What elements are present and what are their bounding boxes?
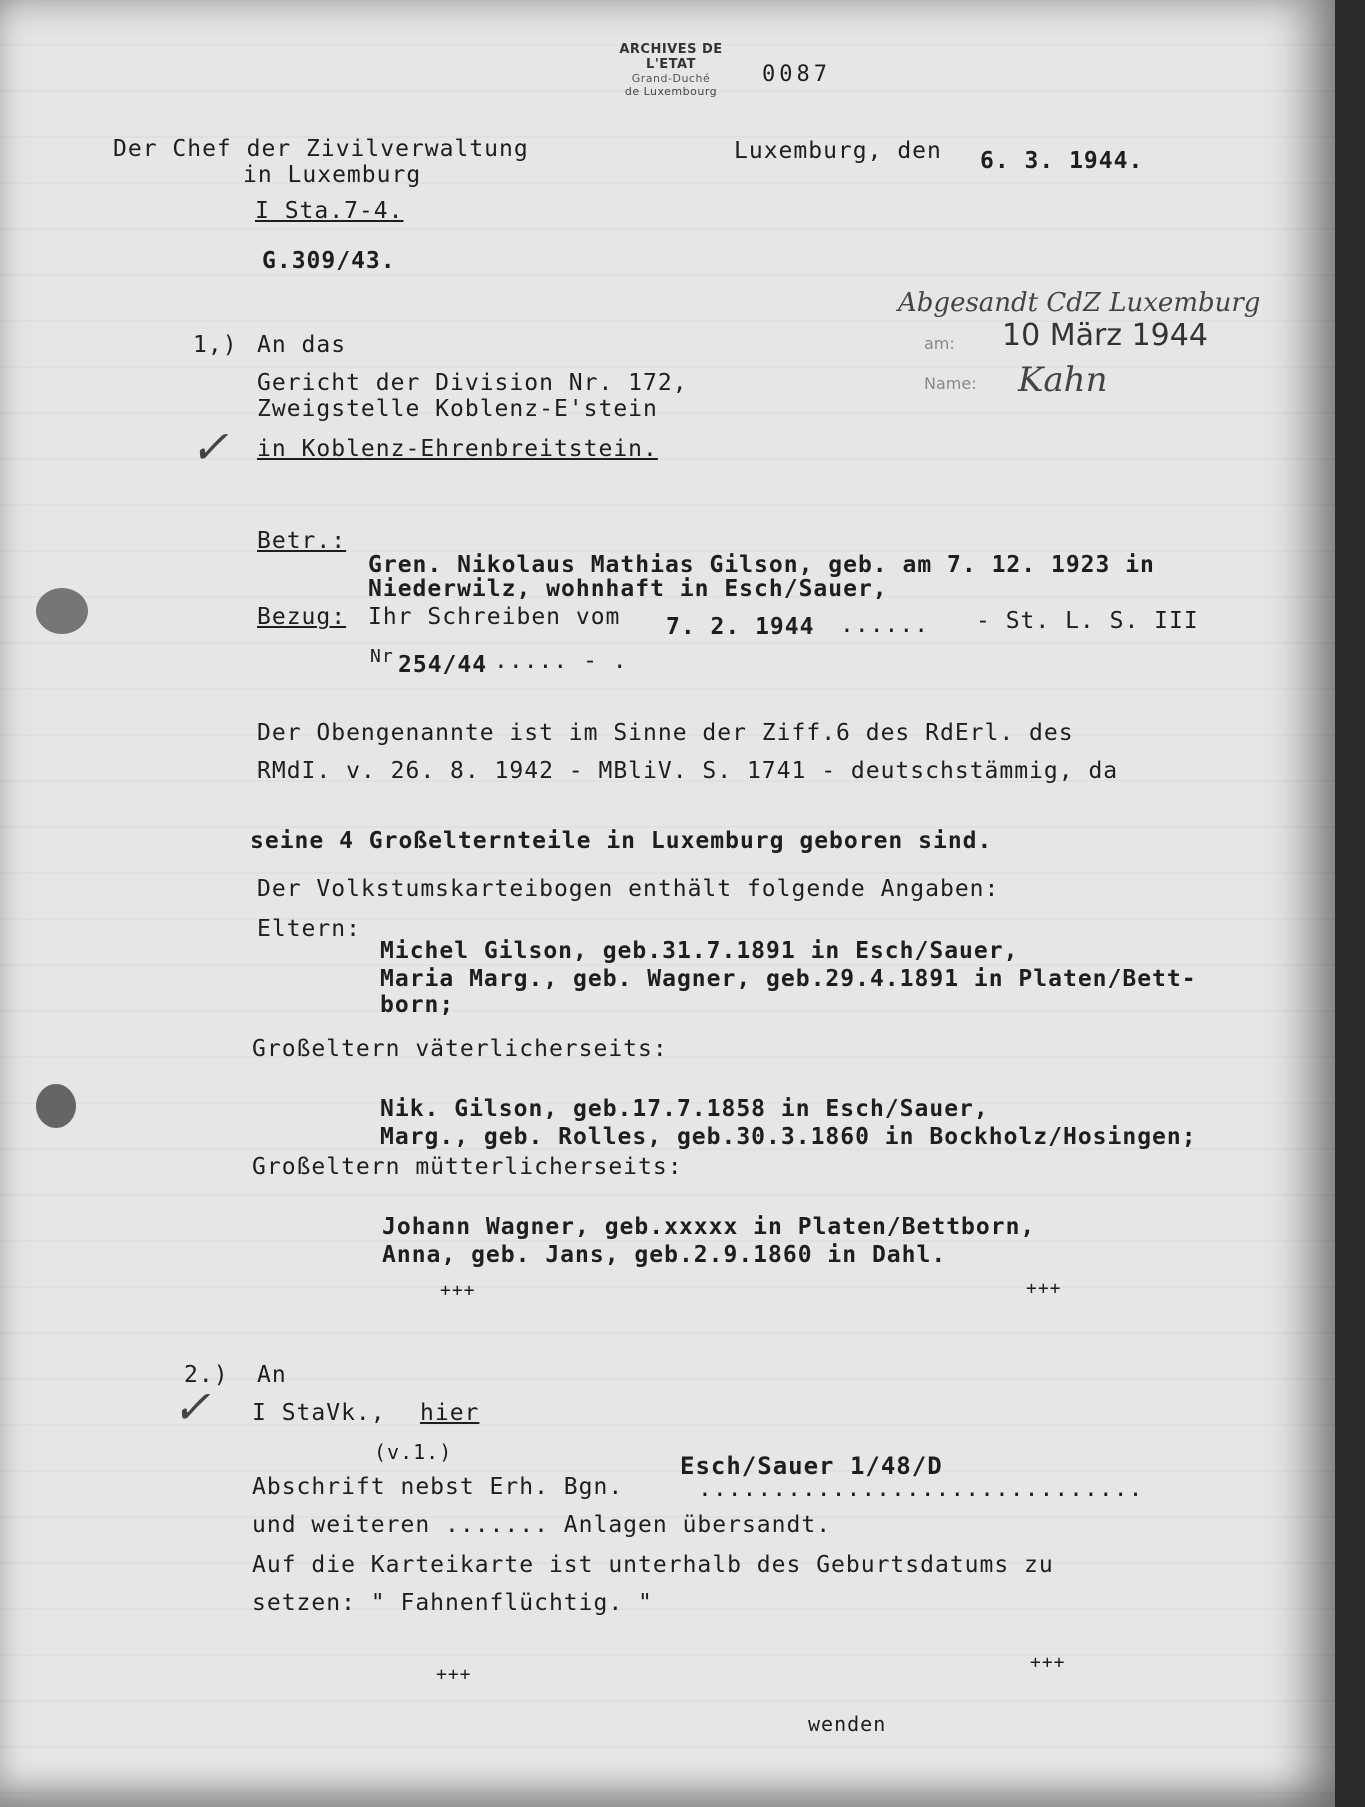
eltern-label: Eltern: <box>257 916 361 942</box>
grandparents-maternal-label: Großeltern mütterlicherseits: <box>252 1154 683 1180</box>
archive-stamp-line3: de Luxembourg <box>624 85 718 98</box>
grandparents-paternal-line2: Marg., geb. Rolles, geb.30.3.1860 in Bockholz/Hosingen; <box>380 1124 1197 1150</box>
grandparents-maternal-line1: Johann Wagner, geb.xxxxx in Platen/Bettborn, <box>382 1214 1036 1240</box>
wenden-note: wenden <box>808 1712 887 1736</box>
archive-number: 0087 <box>762 62 831 87</box>
eltern-line1: Michel Gilson, geb.31.7.1891 in Esch/Sauer, <box>380 938 1019 964</box>
kartei-line2: setzen: " Fahnenflüchtig. " <box>252 1590 653 1616</box>
para2: seine 4 Großelternteile in Luxemburg geboren sind. <box>250 828 993 854</box>
sent-stamp-am-label: am: <box>924 334 955 353</box>
sender-line1: Der Chef der Zivilverwaltung <box>113 136 529 162</box>
separator-right-2: +++ <box>1030 1652 1066 1673</box>
addressee-line1: An das <box>257 332 347 358</box>
para1-line2: RMdI. v. 26. 8. 1942 - MBliV. S. 1741 - deutschstämmig, da <box>257 758 1119 784</box>
separator-left-2: +++ <box>436 1664 472 1685</box>
abschrift-line: Abschrift nebst Erh. Bgn. <box>252 1474 624 1500</box>
letter-date: 6. 3. 1944. <box>980 148 1144 174</box>
item2-number: 2.) <box>184 1362 229 1388</box>
separator-left-1: +++ <box>440 1280 476 1301</box>
punch-hole-top <box>36 588 88 634</box>
reference-2: G.309/43. <box>262 248 396 274</box>
addressee-line2: Gericht der Division Nr. 172, <box>257 370 688 396</box>
sent-stamp-date: 10 März 1944 <box>1002 318 1208 353</box>
bezug-text: Ihr Schreiben vom <box>368 604 621 630</box>
sender-line2: in Luxemburg <box>243 162 422 188</box>
nr-value: 254/44 <box>398 652 488 678</box>
grandparents-paternal-label: Großeltern väterlicherseits: <box>252 1036 668 1062</box>
archive-stamp <box>596 42 746 98</box>
archive-stamp-line2: Grand-Duché <box>631 72 711 85</box>
item2-stavk: I StaVk., <box>252 1400 386 1426</box>
eltern-line2: Maria Marg., geb. Wagner, geb.29.4.1891 in Platen/Bett- <box>380 966 1197 992</box>
check-mark-icon: ✓ <box>190 420 229 474</box>
archive-stamp-line1: ARCHIVES DE L'ETAT <box>619 42 723 72</box>
para1-line1: Der Obengenannte ist im Sinne der Ziff.6 des RdErl. des <box>257 720 1074 746</box>
item2-v1: (v.1.) <box>374 1440 453 1464</box>
abschrift-dots: .............................. <box>698 1476 1144 1502</box>
check-mark-icon-2: ✓ <box>172 1380 211 1434</box>
sent-stamp-line1: Abgesandt CdZ Luxemburg <box>898 288 1261 318</box>
place-date-label: Luxemburg, den <box>734 138 942 164</box>
reference-1: I Sta.7-4. <box>255 198 404 224</box>
grandparents-paternal-line1: Nik. Gilson, geb.17.7.1858 in Esch/Sauer, <box>380 1096 989 1122</box>
bezug-ref: - St. L. S. III <box>976 608 1199 634</box>
punch-hole-bottom <box>36 1084 76 1128</box>
nr-label: Nr <box>370 646 394 667</box>
addressee-line4: in Koblenz-Ehrenbreitstein. <box>257 436 658 462</box>
bezug-dots: ...... <box>840 612 930 638</box>
item2-an: An <box>257 1362 287 1388</box>
sent-stamp-name-label: Name: <box>924 374 977 393</box>
item1-number: 1,) <box>193 332 238 358</box>
addressee-line3: Zweigstelle Koblenz-E'stein <box>257 396 658 422</box>
bezug-date: 7. 2. 1944 <box>666 614 815 640</box>
para3: Der Volkstumskarteibogen enthält folgende Angaben: <box>257 876 1000 902</box>
betr-line1: Gren. Nikolaus Mathias Gilson, geb. am 7. 12. 1923 in <box>368 552 1155 578</box>
esch-reference: Esch/Sauer 1/48/D <box>680 1452 943 1480</box>
sent-stamp-signature: Kahn <box>1018 360 1108 400</box>
nr-dots: ..... - . <box>494 648 628 674</box>
grandparents-maternal-line2: Anna, geb. Jans, geb.2.9.1860 in Dahl. <box>382 1242 947 1268</box>
weiteren-line: und weiteren ....... Anlagen übersandt. <box>252 1512 832 1538</box>
kartei-line1: Auf die Karteikarte ist unterhalb des Geburtsdatums zu <box>252 1552 1054 1578</box>
separator-right-1: +++ <box>1026 1278 1062 1299</box>
item2-hier: hier <box>420 1400 480 1426</box>
eltern-line3: born; <box>380 992 455 1018</box>
bezug-label: Bezug: <box>257 604 347 630</box>
betr-line2: Niederwilz, wohnhaft in Esch/Sauer, <box>368 576 888 602</box>
betr-label: Betr.: <box>257 528 347 554</box>
